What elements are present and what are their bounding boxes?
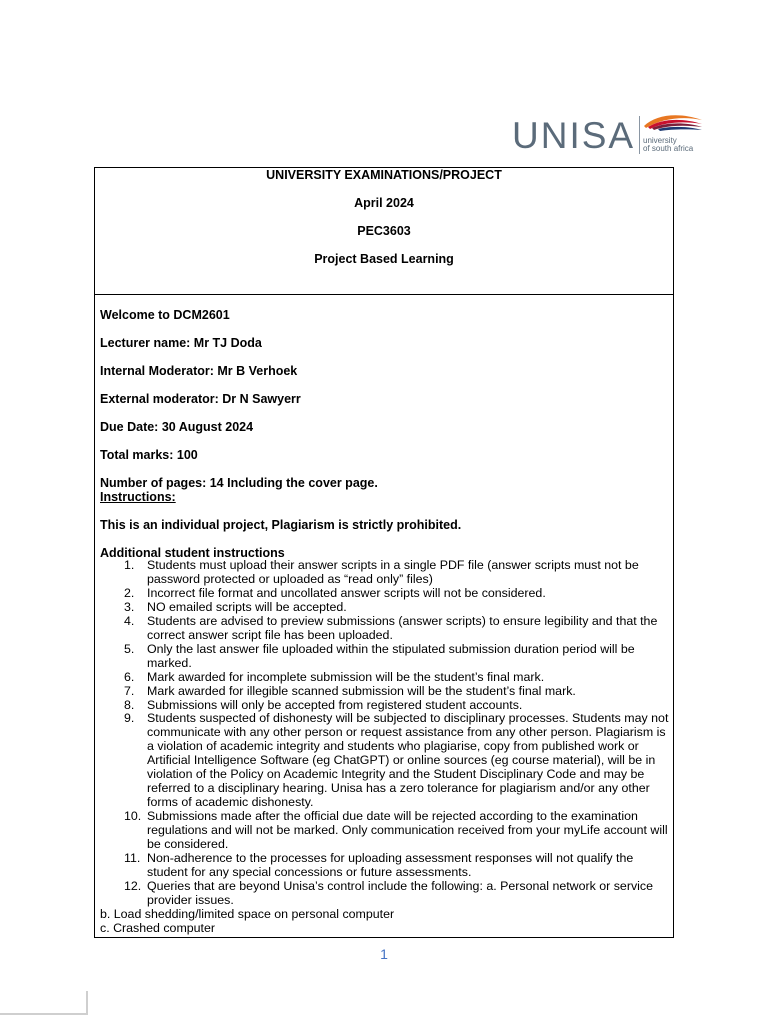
list-item-number: 5. [124,641,135,656]
list-item-text: NO emailed scripts will be accepted. [147,599,347,614]
list-item [100,601,670,615]
list-item-number: 7. [124,683,135,698]
logo-subtitle-line2: of south africa [643,144,694,153]
external-moderator-line: External moderator: Dr N Sawyerr [100,392,301,406]
list-item-text: Submissions made after the official due date will be rejected according to the examination regulations and will not be marked. Only communication received from your myLife account will be considered. [147,809,668,852]
page-corner-mark [0,991,88,1015]
logo-subtitle-line1: university [643,136,677,145]
list-item [100,699,670,713]
logo-wordmark: UNISA [512,115,636,156]
list-item [100,810,670,852]
module-code: PEC3603 [357,224,411,238]
list-item-number: 2. [124,585,135,600]
unisa-logo [512,112,704,158]
welcome-line: Welcome to DCM2601 [100,308,230,322]
list-item [100,671,670,685]
list-item [100,852,670,880]
module-title: Project Based Learning [314,252,454,266]
list-item-text: Submissions will only be accepted from registered student accounts. [147,697,523,712]
instructions-list [100,559,670,936]
list-item-number: 12. [124,878,142,893]
list-item-text: Students must upload their answer scripts in a single PDF file (answer scripts must not be password protected or uploaded as “read only” files) [147,558,639,586]
list-item-number: 11. [124,851,141,866]
exam-details-box [94,294,674,938]
list-item-text: Students are advised to preview submissions (answer scripts) to ensure legibility and that the correct answer script file has been uploaded. [147,613,658,642]
list-item-number: 8. [124,697,135,712]
logo-swoosh-icon [640,112,704,134]
page-number: 1 [380,946,388,962]
list-item [100,685,670,699]
list-item [100,587,670,601]
list-item [100,615,670,643]
logo-subtitle [643,137,693,153]
list-item [100,643,670,671]
list-item-text: Mark awarded for illegible scanned submission will be the student’s final mark. [147,683,576,698]
instructions-heading: Instructions: [100,490,176,504]
list-item-number: 6. [124,669,135,684]
individual-project-note: This is an individual project, Plagiarism is strictly prohibited. [100,518,462,532]
list-item-text: Incorrect file format and uncollated answer scripts will not be considered. [147,585,546,600]
total-marks-line: Total marks: 100 [100,448,198,462]
list-item [100,712,670,810]
list-item-text: Mark awarded for incomplete submission will be the student’s final mark. [147,669,545,684]
list-item-text: Only the last answer file uploaded within the stipulated submission duration period will be marked. [147,641,635,670]
due-date-line: Due Date: 30 August 2024 [100,420,254,434]
list-item-number: 9. [124,711,135,726]
list-item-number: 10. [124,809,142,824]
page-count-line: Number of pages: 14 Including the cover page. [100,476,378,490]
list-item-text: Students suspected of dishonesty will be subjected to disciplinary processes. Students may not communicate with any other person or request assistance from any other person. Plagiarism is a violation of academic integrity and students who plagiarise, copy from published work or Artificial Intelligence Software (eg ChatGPT) or online sources (eg course material), will be in violation of the Policy on Academic Integrity and the Student Disciplinary Code and may be referred to a disciplinary hearing. Unisa has a zero tolerance for plagiarism and/or any other forms of academic dishonesty. [147,711,669,810]
list-item-text: Queries that are beyond Unisa’s control include the following: a. Personal network or service provider issues. [147,878,653,907]
list-item-text: Non-adherence to the processes for uploading assessment responses will not qualify the student for any special concessions or future assessments. [147,851,634,879]
list-item-number: 3. [124,599,135,614]
sub-item-b: b. Load shedding/limited space on personal computer [100,906,395,921]
list-item [100,880,670,908]
exam-date: April 2024 [354,196,414,210]
list-item-number: 1. [124,558,135,572]
exam-header-box [94,167,674,295]
list-item-number: 4. [124,613,135,628]
lecturer-line: Lecturer name: Mr TJ Doda [100,336,262,350]
sub-item-c: c. Crashed computer [100,920,216,935]
internal-moderator-line: Internal Moderator: Mr B Verhoek [100,364,298,378]
list-item [100,559,670,587]
exam-type: UNIVERSITY EXAMINATIONS/PROJECT [266,168,502,182]
additional-instructions-heading: Additional student instructions [100,546,285,560]
